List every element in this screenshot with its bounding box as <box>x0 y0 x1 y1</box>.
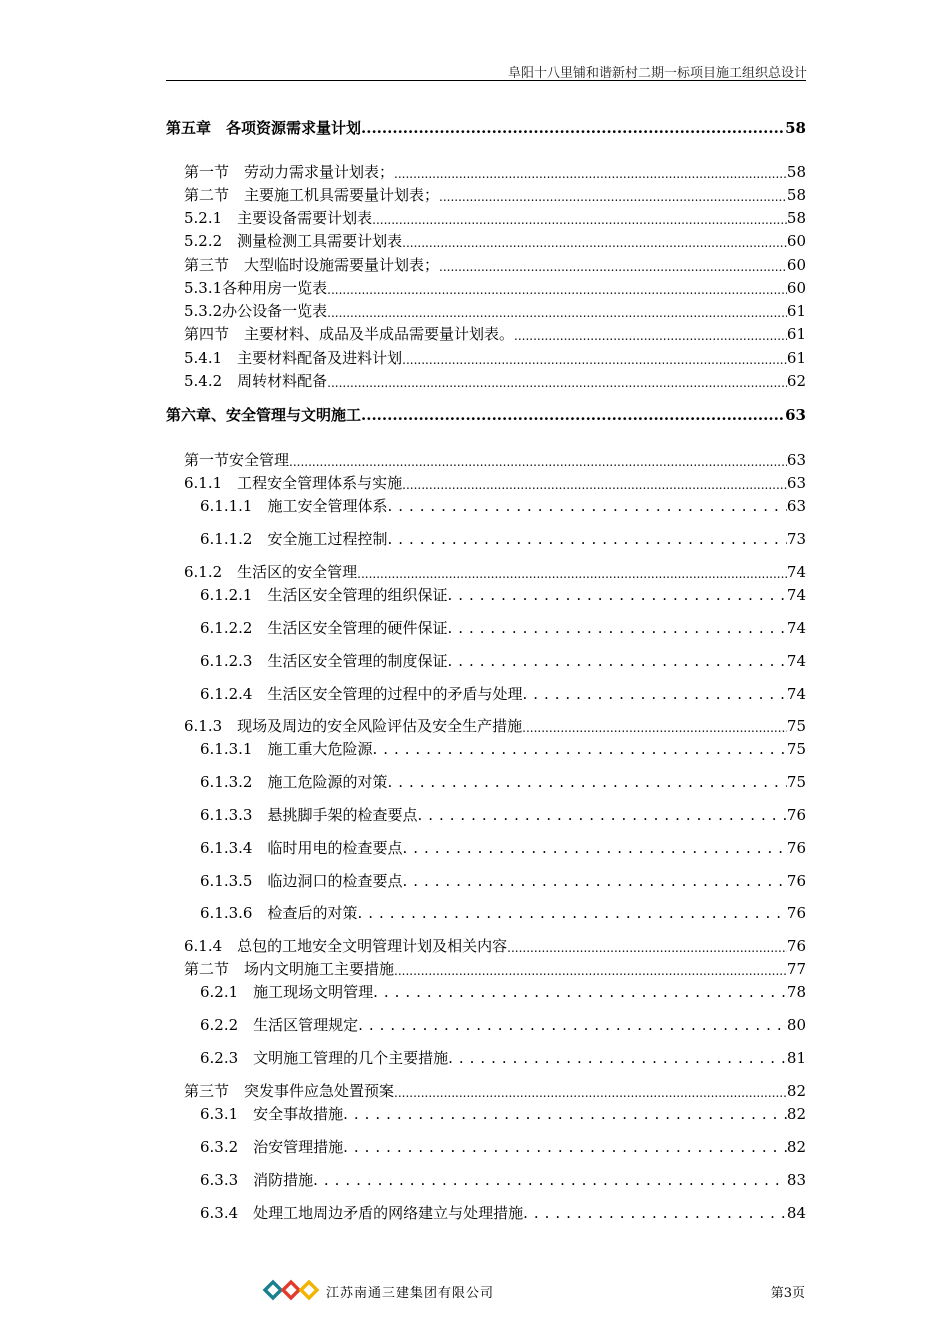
dot-leader <box>522 719 787 737</box>
dot-leader <box>343 1136 787 1158</box>
toc-entry[interactable] <box>200 902 806 924</box>
toc-entry-title: 6.2.3 文明施工管理的几个主要措施 <box>200 1049 449 1067</box>
toc-entry-page: 84 <box>786 1204 806 1222</box>
toc-entry[interactable] <box>200 1202 806 1224</box>
dot-leader <box>447 650 786 672</box>
dot-leader <box>523 1202 787 1224</box>
toc-entry-title: 6.1.3.6 检查后的对策 <box>200 904 358 922</box>
toc-entry[interactable] <box>200 1103 806 1125</box>
toc-entry-page: 81 <box>786 1049 806 1067</box>
toc-entry-page: 82 <box>786 1138 806 1156</box>
toc-entry-title: 6.1.2 生活区的安全管理 <box>184 563 358 581</box>
toc-entry[interactable] <box>184 184 806 206</box>
toc-entry-page: 82 <box>786 1105 806 1123</box>
toc-entry[interactable] <box>200 1014 806 1036</box>
footer-page-number: 第3页 <box>770 1286 805 1301</box>
toc-entry[interactable] <box>184 277 806 299</box>
toc-entry-title: 第二节 主要施工机具需要量计划表； <box>184 186 440 204</box>
dot-leader <box>447 617 786 639</box>
toc-entry[interactable] <box>184 715 806 737</box>
toc-entry-page: 60 <box>786 232 806 250</box>
toc-entry-title: 第三节 大型临时设施需要量计划表； <box>184 256 440 274</box>
toc-entry[interactable] <box>184 958 806 980</box>
dot-leader <box>361 117 785 139</box>
toc-entry-title: 第四节 主要材料、成品及半成品需要量计划表。 <box>184 325 515 343</box>
page-header-title: 阜阳十八里铺和谐新村二期一标项目施工组织总设计 <box>507 66 807 81</box>
toc-entry-page: 63 <box>786 474 806 492</box>
toc-entry[interactable] <box>200 1169 806 1191</box>
dot-leader <box>357 565 787 583</box>
toc-entry-page: 75 <box>786 773 806 791</box>
toc-entry[interactable] <box>184 347 806 369</box>
toc-entry[interactable] <box>184 370 806 392</box>
toc-entry-title: 第二节 场内文明施工主要措施 <box>184 960 395 978</box>
dot-leader <box>417 804 786 826</box>
toc-entry-title: 6.1.3.4 临时用电的检查要点 <box>200 839 403 857</box>
toc-entry-title: 6.1.3 现场及周边的安全风险评估及安全生产措施 <box>184 717 523 735</box>
toc-entry[interactable] <box>184 561 806 583</box>
toc-entry-page: 78 <box>786 983 806 1001</box>
toc-entry-title: 6.1.2.4 生活区安全管理的过程中的矛盾与处理 <box>200 685 523 703</box>
toc-entry-page: 76 <box>786 806 806 824</box>
dot-leader <box>447 584 786 606</box>
toc-entry-title: 第五章 各项资源需求量计划 <box>166 119 362 137</box>
dot-leader <box>448 1047 787 1069</box>
toc-entry[interactable] <box>200 528 806 550</box>
toc-entry[interactable] <box>184 254 806 276</box>
dot-leader <box>372 738 786 760</box>
toc-entry-title: 6.2.2 生活区管理规定 <box>200 1016 359 1034</box>
toc-entry-page: 61 <box>786 302 806 320</box>
toc-entry-page: 76 <box>786 839 806 857</box>
toc-entry-page: 60 <box>786 279 806 297</box>
toc-entry-page: 75 <box>786 740 806 758</box>
toc-entry-title: 5.4.2 周转材料配备 <box>184 372 328 390</box>
toc-entry[interactable] <box>200 617 806 639</box>
dot-leader <box>439 258 787 276</box>
toc-entry-page: 61 <box>786 349 806 367</box>
toc-entry[interactable] <box>184 300 806 322</box>
toc-entry[interactable] <box>200 1047 806 1069</box>
dot-leader <box>358 1014 787 1036</box>
toc-entry-page: 63 <box>786 497 806 515</box>
toc-entry[interactable] <box>200 981 806 1003</box>
dot-leader <box>327 374 787 392</box>
dot-leader <box>394 165 787 183</box>
toc-entry-page: 76 <box>786 872 806 890</box>
dot-leader <box>394 962 787 980</box>
dot-leader <box>289 453 787 471</box>
dot-leader <box>387 528 786 550</box>
toc-entry-page: 58 <box>785 119 806 137</box>
dot-leader <box>343 1103 787 1125</box>
toc-entry-title: 6.3.1 安全事故措施 <box>200 1105 344 1123</box>
toc-entry-page: 74 <box>786 586 806 604</box>
toc-entry-title: 5.2.2 测量检测工具需要计划表 <box>184 232 403 250</box>
toc-entry-title: 6.1.3.3 悬挑脚手架的检查要点 <box>200 806 418 824</box>
toc-entry-title: 5.3.1各种用房一览表 <box>184 279 328 297</box>
toc-entry-page: 61 <box>786 325 806 343</box>
toc-entry-title: 第一节 劳动力需求量计划表； <box>184 163 395 181</box>
logo-diamond-right <box>301 1282 317 1298</box>
toc-entry-page: 58 <box>786 209 806 227</box>
toc-entry-page: 80 <box>786 1016 806 1034</box>
logo-diamond-left <box>265 1282 281 1298</box>
toc-entry-title: 6.1.3.5 临边洞口的检查要点 <box>200 872 403 890</box>
toc-entry[interactable] <box>184 161 806 183</box>
toc-entry-page: 74 <box>786 619 806 637</box>
toc-entry-page: 73 <box>786 530 806 548</box>
toc-entry-title: 6.3.4 处理工地周边矛盾的网络建立与处理措施 <box>200 1204 524 1222</box>
toc-entry-title: 第三节 突发事件应急处置预案 <box>184 1082 395 1100</box>
toc-entry-page: 77 <box>786 960 806 978</box>
toc-entry[interactable] <box>184 230 806 252</box>
toc-entry-page: 76 <box>786 937 806 955</box>
dot-leader <box>402 837 786 859</box>
toc-entry-page: 83 <box>786 1171 806 1189</box>
dot-leader <box>357 902 786 924</box>
toc-entry[interactable] <box>184 1080 806 1102</box>
toc-entry-title: 第一节安全管理 <box>184 451 290 469</box>
toc-entry-title: 5.2.1 主要设备需要计划表 <box>184 209 373 227</box>
toc-entry[interactable] <box>200 584 806 606</box>
toc-entry[interactable] <box>184 935 806 957</box>
dot-leader <box>327 281 787 299</box>
toc-entry-title: 6.3.3 消防措施 <box>200 1171 314 1189</box>
toc-entry-title: 6.2.1 施工现场文明管理 <box>200 983 374 1001</box>
company-logo-icon <box>262 1279 324 1301</box>
dot-leader <box>402 351 787 369</box>
toc-entry-page: 76 <box>786 904 806 922</box>
dot-leader <box>313 1169 787 1191</box>
dot-leader <box>373 981 787 1003</box>
dot-leader <box>522 683 786 705</box>
header-divider <box>166 80 806 81</box>
toc-entry[interactable] <box>184 323 806 345</box>
toc-entry[interactable] <box>200 1136 806 1158</box>
toc-entry-page: 63 <box>786 451 806 469</box>
toc-entry-page: 74 <box>786 652 806 670</box>
toc-entry-page: 62 <box>786 372 806 390</box>
dot-leader <box>439 188 787 206</box>
toc-entry-title: 6.1.2.1 生活区安全管理的组织保证 <box>200 586 448 604</box>
toc-entry[interactable] <box>184 472 806 494</box>
toc-entry[interactable] <box>200 837 806 859</box>
toc-entry-title: 6.1.2.3 生活区安全管理的制度保证 <box>200 652 448 670</box>
toc-entry-title: 5.3.2办公设备一览表 <box>184 302 328 320</box>
dot-leader <box>372 211 787 229</box>
dot-leader <box>387 771 786 793</box>
toc-entry[interactable] <box>184 449 806 471</box>
toc-entry-title: 6.1.3.2 施工危险源的对策 <box>200 773 388 791</box>
toc-entry-title: 6.1.1 工程安全管理体系与实施 <box>184 474 403 492</box>
toc-entry-title: 6.1.3.1 施工重大危险源 <box>200 740 373 758</box>
dot-leader <box>361 404 785 426</box>
toc-entry-page: 74 <box>786 685 806 703</box>
logo-diamond-middle <box>283 1282 299 1298</box>
toc-entry[interactable] <box>200 870 806 892</box>
toc-entry[interactable] <box>184 207 806 229</box>
dot-leader <box>514 327 787 345</box>
toc-entry[interactable] <box>200 804 806 826</box>
toc-entry-chapter[interactable] <box>166 404 806 426</box>
dot-leader <box>327 304 787 322</box>
toc-entry-title: 第六章、安全管理与文明施工 <box>166 406 362 424</box>
toc-entry[interactable] <box>200 771 806 793</box>
dot-leader <box>402 234 787 252</box>
toc-entry-title: 6.1.4 总包的工地安全文明管理计划及相关内容 <box>184 937 508 955</box>
toc-entry-title: 6.1.1.2 安全施工过程控制 <box>200 530 388 548</box>
toc-entry-page: 58 <box>786 186 806 204</box>
toc-entry-title: 6.1.2.2 生活区安全管理的硬件保证 <box>200 619 448 637</box>
toc-entry-title: 5.4.1 主要材料配备及进料计划 <box>184 349 403 367</box>
toc-entry-page: 82 <box>786 1082 806 1100</box>
toc-entry-title: 6.1.1.1 施工安全管理体系 <box>200 497 388 515</box>
toc-entry-page: 74 <box>786 563 806 581</box>
toc-entry-chapter[interactable] <box>166 117 806 139</box>
toc-entry-page: 75 <box>786 717 806 735</box>
toc-entry[interactable] <box>200 495 806 517</box>
footer-company-name: 江苏南通三建集团有限公司 <box>326 1286 495 1301</box>
toc-entry[interactable] <box>200 650 806 672</box>
dot-leader <box>387 495 786 517</box>
dot-leader <box>402 476 787 494</box>
toc-entry-title: 6.3.2 治安管理措施 <box>200 1138 344 1156</box>
dot-leader <box>507 939 787 957</box>
toc-entry[interactable] <box>200 683 806 705</box>
toc-entry-page: 60 <box>786 256 806 274</box>
dot-leader <box>394 1084 787 1102</box>
toc-entry-page: 58 <box>786 163 806 181</box>
toc-entry-page: 63 <box>785 406 806 424</box>
dot-leader <box>402 870 786 892</box>
toc-entry[interactable] <box>200 738 806 760</box>
